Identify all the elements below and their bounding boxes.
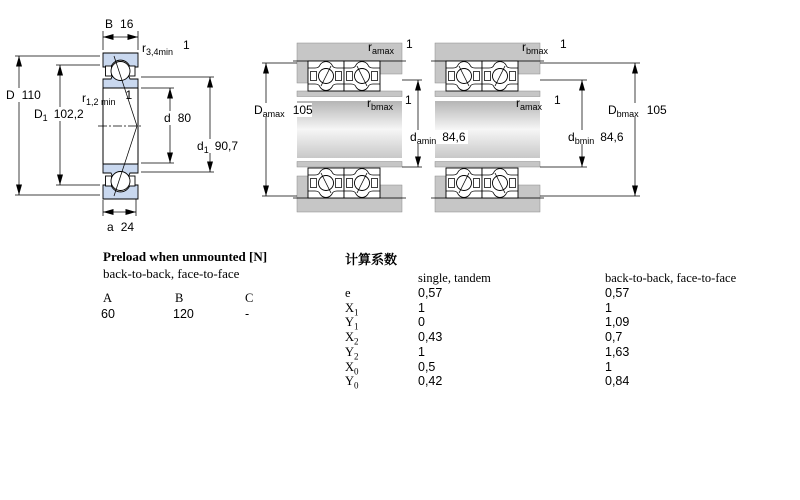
preload-col-b: B	[175, 291, 184, 305]
factors-col1-header: single, tandem	[418, 271, 491, 285]
dim-d1: $d_1$ 90,7	[197, 139, 239, 155]
factors-row: $X_1$ 1 1	[345, 300, 612, 318]
factor-label: X	[345, 330, 355, 345]
dim-ramax-middle: $r_{amax}$ 1	[368, 37, 413, 56]
right-mounting-diagram	[431, 43, 640, 212]
dim-D1: $D_1$ 102,2	[34, 107, 84, 123]
factors-row: $X_2$ 0,43 0,7	[345, 330, 623, 347]
factor-label: Y	[345, 344, 355, 359]
dim-r12: $r_{1,2 min}$ 1	[82, 88, 133, 107]
factor-value-2: 1	[605, 300, 612, 315]
factors-row: $Y_0$ 0,42 0,84	[345, 374, 630, 391]
middle-mounting-diagram	[262, 43, 422, 212]
factor-label: Y	[345, 315, 355, 330]
factor-value-1: 0,5	[418, 359, 436, 374]
factor-value-2: 0,7	[605, 330, 623, 345]
preload-subtitle: back-to-back, face-to-face	[103, 266, 240, 281]
factors-col2-header: back-to-back, face-to-face	[605, 271, 737, 285]
factor-label: e	[345, 286, 351, 300]
dim-ramax-right: $r_{amax}$ 1	[516, 93, 561, 112]
dim-Damax: $D_{amax}$ 105	[254, 103, 313, 119]
preload-title: Preload when unmounted [N]	[103, 249, 268, 264]
dim-rbmax-right: $r_{bmax}$ 1	[522, 37, 567, 56]
factor-value-2: 0,84	[605, 374, 630, 389]
left-bearing-section	[98, 53, 143, 199]
dim-dbmin: $d_{bmin}$ 84,6	[568, 130, 624, 146]
dim-D: D 110	[6, 88, 41, 102]
dim-a: a 24	[107, 220, 135, 234]
preload-col-a: A	[103, 291, 113, 305]
factors-row: $Y_2$ 1 1,63	[345, 344, 630, 362]
technical-drawing	[0, 0, 800, 245]
dim-B: B 16	[105, 17, 134, 31]
factor-value-2: 1,63	[605, 344, 630, 359]
factors-title: 计算系数	[345, 252, 398, 267]
factor-value-2: 1	[605, 359, 612, 374]
preload-val-a: 60	[101, 307, 115, 321]
dim-rbmax-middle: $r_{bmax}$ 1	[367, 93, 412, 112]
factor-label: X	[345, 300, 355, 315]
dim-Dbmax: $D_{bmax}$ 105	[608, 103, 667, 119]
preload-val-c: -	[245, 307, 250, 321]
dim-damin: $d_{amin}$ 84,6	[410, 130, 466, 146]
factor-value-1: 1	[418, 344, 425, 359]
factor-value-1: 0,43	[418, 330, 443, 345]
factors-row: $Y_1$ 0 1,09	[345, 315, 630, 332]
factors-row	[0, 286, 800, 301]
factor-label: Y	[345, 374, 355, 389]
factor-value-1: 0,57	[418, 286, 443, 300]
dim-d: d 80	[164, 111, 192, 125]
factor-value-2: 0,57	[605, 286, 630, 300]
factor-value-2: 1,09	[605, 315, 630, 330]
factor-value-1: 1	[418, 300, 425, 315]
factor-value-1: 0	[418, 315, 425, 330]
preload-val-b: 120	[173, 307, 194, 321]
dim-r34: $r_{3,4min}$ 1	[142, 38, 190, 57]
preload-col-c: C	[245, 291, 254, 305]
factors-row: $X_0$ 0,5 1	[345, 359, 612, 376]
factor-value-1: 0,42	[418, 374, 443, 389]
factor-label: X	[345, 359, 355, 374]
